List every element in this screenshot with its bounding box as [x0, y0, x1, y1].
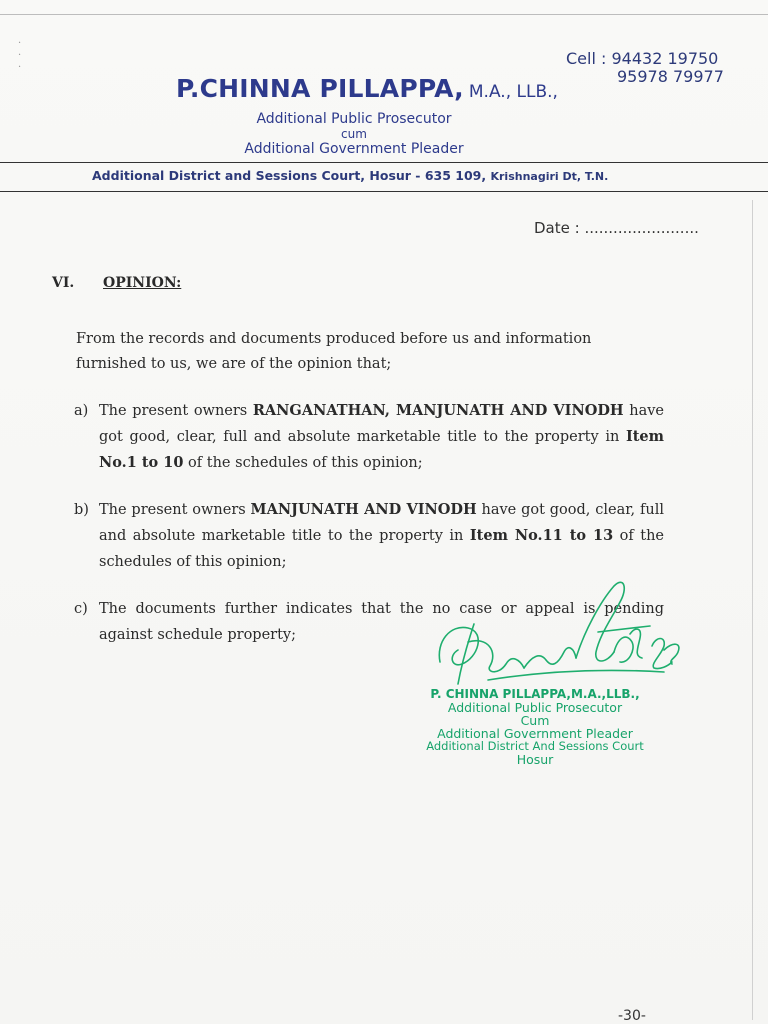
- stamp-name: P. CHINNA PILLAPPA,M.A.,LLB.,: [430, 687, 640, 701]
- opinion-item-a: [74, 398, 664, 476]
- stamp-line-1: Additional Public Prosecutor: [447, 700, 623, 715]
- cell-number-1: Cell : 94432 19750: [566, 49, 719, 68]
- scan-edge-line: [752, 200, 753, 1020]
- page-number: -30-: [618, 1008, 646, 1024]
- advocate-name: P.CHINNA PILLAPPA,: [176, 74, 464, 103]
- handwritten-signature: [428, 572, 688, 700]
- item-body: The documents further indicates that the no case or appeal is pending against schedule property;: [99, 601, 664, 643]
- stamp-line-4: Additional District And Sessions Court: [426, 739, 644, 753]
- designation-line-2: Additional Government Pleader: [244, 141, 464, 157]
- court-main: Additional District and Sessions Court, Hosur - 635 109,: [92, 168, 487, 183]
- letterhead-name: [176, 74, 558, 103]
- header-rule-top: [0, 162, 768, 163]
- owners-names: MANJUNATH AND VINODH: [250, 501, 477, 518]
- date-field: Date : ........................: [534, 219, 699, 237]
- owners-names: RANGANATHAN, MANJUNATH AND VINODH: [252, 402, 624, 419]
- item-body: The present owners MANJUNATH AND VINODH have got good, clear, full and absolute marketable title to the property in Item No.11 to 13 of the schedules of this opinion;: [99, 501, 664, 570]
- opinion-item-b: [74, 497, 664, 575]
- letterhead-designation: [200, 112, 508, 157]
- court-address: [92, 168, 608, 183]
- section-title: OPINION:: [103, 275, 182, 291]
- designation-line-1: Additional Public Prosecutor: [256, 111, 452, 127]
- item-body: The present owners RANGANATHAN, MANJUNATH AND VINODH have got good, clear, full and absolute marketable title to the property in Item No.1 to 10 of the schedules of this opinion;: [99, 402, 664, 471]
- stamp-line-2: Cum: [520, 713, 550, 728]
- official-stamp: [408, 688, 662, 766]
- cell-number-2: 95978 79977: [617, 67, 724, 86]
- item-marker: a): [74, 403, 89, 419]
- margin-specks: · · ·: [18, 38, 22, 73]
- item-range: Item No.1 to 10: [99, 428, 664, 471]
- cell-numbers: [566, 50, 756, 86]
- item-marker: b): [74, 502, 89, 518]
- intro-paragraph: From the records and documents produced before us and information furnished to us, we are of the opinion that;: [76, 331, 592, 372]
- stamp-line-3: Additional Government Pleader: [437, 726, 633, 741]
- stamp-line-5: Hosur: [516, 752, 554, 767]
- designation-cum: cum: [341, 127, 367, 141]
- item-range: Item No.11 to 13: [469, 527, 614, 544]
- header-rule-bottom: [0, 191, 768, 192]
- item-marker: c): [74, 601, 88, 617]
- court-district: Krishnagiri Dt, T.N.: [490, 170, 609, 183]
- top-edge-rule: [0, 14, 768, 15]
- advocate-degrees: M.A., LLB.,: [468, 82, 558, 102]
- section-number: VI.: [52, 275, 75, 291]
